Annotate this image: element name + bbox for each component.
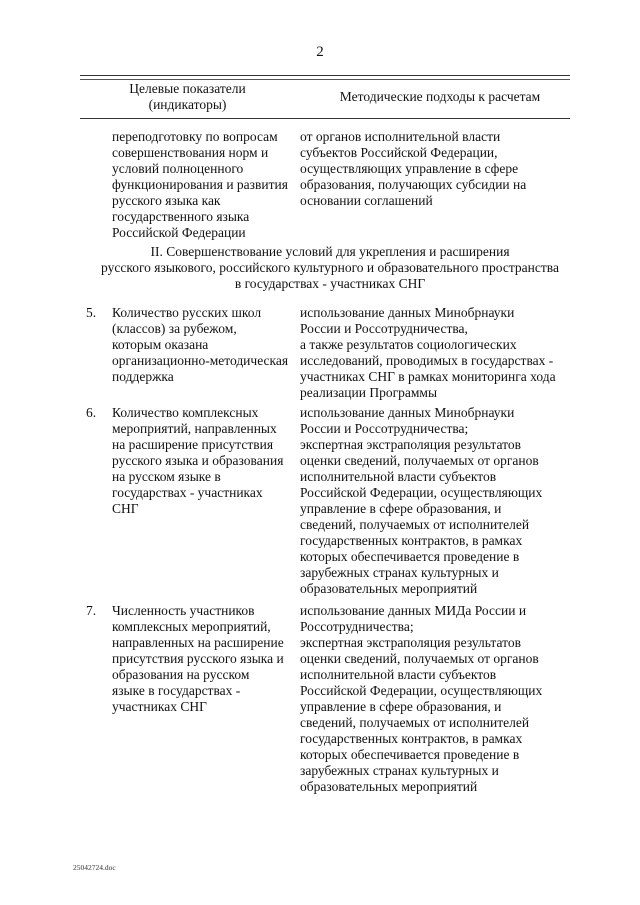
section-title — [60, 244, 600, 292]
text-line: участниках СНГ — [112, 699, 207, 714]
text-line: образования на русском — [112, 667, 250, 682]
text-line: управление в сфере образования, и — [300, 699, 502, 714]
text-line: образовательных мероприятий — [300, 779, 478, 794]
text-line: Количество русских школ — [112, 305, 262, 320]
continued-method — [300, 129, 580, 209]
text-line: присутствия русского языка и — [112, 651, 284, 666]
row-number: 7. — [86, 603, 97, 618]
text-line: СНГ — [112, 501, 139, 516]
text-line: которых обеспечивается проведение в — [300, 549, 520, 564]
text-line: комплексных мероприятий, — [112, 619, 271, 634]
text-line: государственного языка — [112, 209, 250, 224]
text-line: на расширение присутствия — [112, 437, 274, 452]
text-line: сведений, получаемых от исполнителей — [300, 517, 530, 532]
text-line: России и Россотрудничества, — [300, 321, 468, 336]
row-5-indicator — [112, 305, 307, 385]
text-line: функционирования и развития — [112, 177, 288, 192]
text-line: Российской Федерации — [112, 225, 246, 240]
text-line: мероприятий, направленных — [112, 421, 277, 436]
text-line: управление в сфере образования, и — [300, 501, 502, 516]
text-line: организационно-методическая — [112, 353, 289, 368]
text-line: государствах - участниках — [112, 485, 263, 500]
text-line: образования, получающих субсидии на — [300, 177, 527, 192]
text-line: Россотрудничества; — [300, 619, 414, 634]
text-line: зарубежных странах культурных и — [300, 763, 499, 778]
text-line: субъектов Российской Федерации, — [300, 145, 498, 160]
text-line: исследований, проводимых в государствах - — [300, 353, 554, 368]
row-5-method — [300, 305, 585, 401]
text-line: (классов) за рубежом, — [112, 321, 237, 336]
section-title-line2: русского языкового, российского культурного и образовательного пространства — [101, 260, 559, 275]
text-line: России и Россотрудничества; — [300, 421, 469, 436]
text-line: которых обеспечивается проведение в — [300, 747, 520, 762]
text-line: Российской Федерации, осуществляющих — [300, 485, 543, 500]
text-line: основании соглашений — [300, 193, 433, 208]
text-line: которым оказана — [112, 337, 209, 352]
header-indicators-line2: (индикаторы) — [148, 97, 227, 112]
text-line: поддержка — [112, 369, 174, 384]
header-indicators-line1: Целевые показатели — [129, 81, 246, 96]
text-line: экспертная экстраполяция результатов — [300, 437, 521, 452]
text-line: использование данных Минобрнауки — [300, 305, 515, 320]
text-line: переподготовку по вопросам — [112, 129, 278, 144]
text-line: совершенствования норм и — [112, 145, 269, 160]
text-line: экспертная экстраполяция результатов — [300, 635, 521, 650]
text-line: исполнительной власти субъектов — [300, 667, 497, 682]
row-number: 5. — [86, 305, 97, 320]
continued-indicator — [112, 129, 302, 241]
row-7-method — [300, 603, 585, 795]
section-title-line1: II. Совершенствование условий для укрепления и расширения — [150, 244, 510, 259]
text-line: исполнительной власти субъектов — [300, 469, 497, 484]
text-line: условий полноценного — [112, 161, 244, 176]
text-line: Российской Федерации, осуществляющих — [300, 683, 543, 698]
row-number: 6. — [86, 405, 97, 420]
page-number: 2 — [316, 44, 324, 60]
text-line: использование данных МИДа России и — [300, 603, 527, 618]
text-line: на русском языке в — [112, 469, 221, 484]
text-line: реализации Программы — [300, 385, 438, 400]
section-title-line3: в государствах - участниках СНГ — [234, 276, 426, 291]
row-6-method — [300, 405, 585, 597]
text-line: образовательных мероприятий — [300, 581, 478, 596]
text-line: русского языка как — [112, 193, 221, 208]
text-line: направленных на расширение — [112, 635, 284, 650]
header-double-rule — [80, 79, 570, 80]
document-code: 25042724.doc — [73, 863, 116, 872]
text-line: оценки сведений, получаемых от органов — [300, 651, 539, 666]
text-line: а также результатов социологических — [300, 337, 517, 352]
table-header — [80, 75, 570, 119]
text-line: оценки сведений, получаемых от органов — [300, 453, 539, 468]
text-line: осуществляющих управление в сфере — [300, 161, 519, 176]
header-indicators — [80, 81, 295, 113]
text-line: использование данных Минобрнауки — [300, 405, 515, 420]
text-line: русского языка и образования — [112, 453, 284, 468]
text-line: языке в государствах - — [112, 683, 241, 698]
text-line: участниках СНГ в рамках мониторинга хода — [300, 369, 556, 384]
text-line: зарубежных странах культурных и — [300, 565, 499, 580]
text-line: сведений, получаемых от исполнителей — [300, 715, 530, 730]
row-6-indicator — [112, 405, 307, 517]
text-line: государственных контрактов, в рамках — [300, 533, 523, 548]
row-7-indicator — [112, 603, 307, 715]
text-line: государственных контрактов, в рамках — [300, 731, 523, 746]
text-line: Численность участников — [112, 603, 255, 618]
text-line: от органов исполнительной власти — [300, 129, 501, 144]
text-line: Количество комплексных — [112, 405, 259, 420]
header-methods: Методические подходы к расчетам — [339, 89, 541, 104]
